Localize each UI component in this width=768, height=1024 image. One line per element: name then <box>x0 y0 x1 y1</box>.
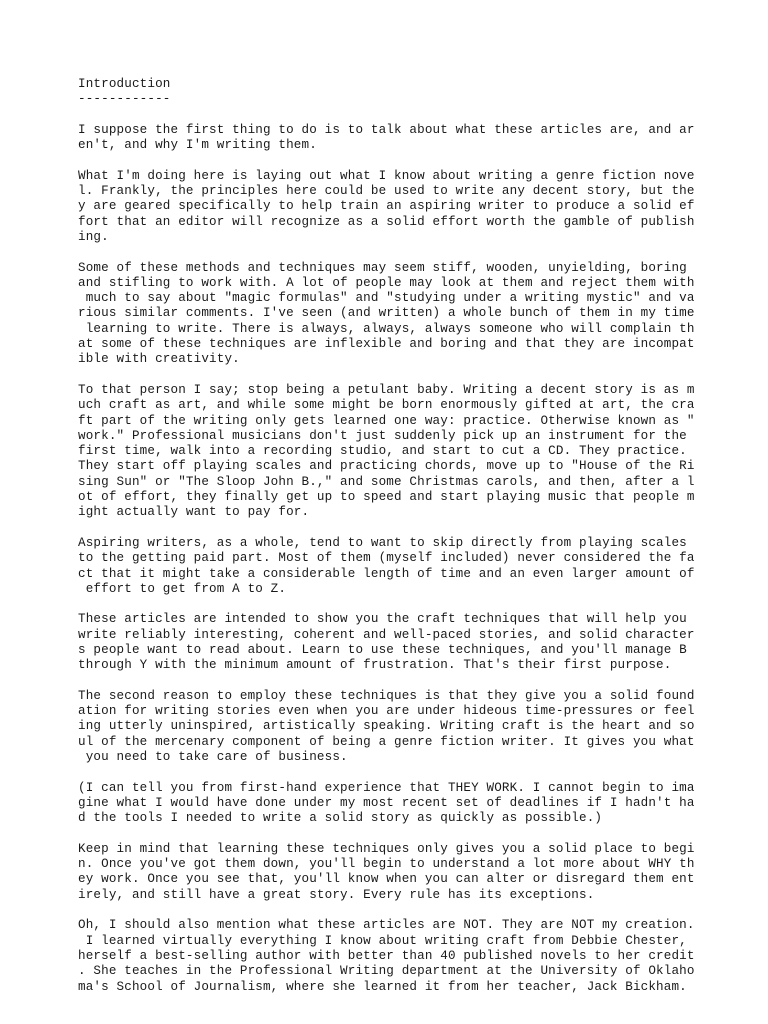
text-line: ation for writing stories even when you are under hideous time-pressures or feel <box>78 704 695 719</box>
paragraph <box>78 842 758 903</box>
text-line: These articles are intended to show you the craft techniques that will help you <box>78 612 687 627</box>
paragraph <box>78 536 758 597</box>
text-line: much to say about "magic formulas" and "studying under a writing mystic" and va <box>78 291 695 306</box>
paragraph <box>78 612 758 673</box>
text-line: I suppose the first thing to do is to talk about what these articles are, and ar <box>78 122 695 137</box>
text-line: ing utterly uninspired, artistically speaking. Writing craft is the heart and so <box>78 719 695 734</box>
text-line: They start off playing scales and practicing chords, move up to "House of the Ri <box>78 459 695 474</box>
text-line: s people want to read about. Learn to use these techniques, and you'll manage B <box>78 642 687 657</box>
paragraph <box>78 383 758 521</box>
text-line: ight actually want to pay for. <box>78 505 310 520</box>
text-line: you need to take care of business. <box>78 750 348 765</box>
text-line: I learned virtually everything I know about writing craft from Debbie Chester, <box>78 933 687 948</box>
spacer <box>78 674 758 689</box>
text-line: irely, and still have a great story. Every rule has its exceptions. <box>78 887 595 902</box>
paragraph <box>78 781 758 827</box>
text-line: sing Sun" or "The Sloop John B.," and some Christmas carols, and then, after a l <box>78 474 695 489</box>
text-line: write reliably interesting, coherent and well-paced stories, and solid character <box>78 627 695 642</box>
text-line: first time, walk into a recording studio, and start to cut a CD. They practice. <box>78 444 687 459</box>
spacer <box>78 368 758 383</box>
heading-underline: ------------ <box>78 92 171 107</box>
body-text <box>78 123 758 995</box>
paragraph <box>78 123 758 154</box>
text-line: ul of the mercenary component of being a genre fiction writer. It gives you what <box>78 734 695 749</box>
text-line: fort that an editor will recognize as a solid effort worth the gamble of publish <box>78 214 695 229</box>
document-page <box>78 77 758 995</box>
spacer <box>78 245 758 260</box>
text-line: effort to get from A to Z. <box>78 581 287 596</box>
text-line: ible with creativity. <box>78 352 240 367</box>
spacer <box>78 765 758 780</box>
text-line: (I can tell you from first-hand experience that THEY WORK. I cannot begin to ima <box>78 780 695 795</box>
spacer <box>78 108 758 123</box>
text-line: work." Professional musicians don't just suddenly pick up an instrument for the <box>78 428 687 443</box>
text-line: rious similar comments. I've seen (and written) a whole bunch of them in my time <box>78 306 695 321</box>
section-heading: Introduction <box>78 77 171 91</box>
text-line: Aspiring writers, as a whole, tend to want to skip directly from playing scales <box>78 535 687 550</box>
text-line: ing. <box>78 229 109 244</box>
text-line: The second reason to employ these techniques is that they give you a solid found <box>78 688 695 703</box>
text-line: d the tools I needed to write a solid story as quickly as possible.) <box>78 811 603 826</box>
text-line: . She teaches in the Professional Writing department at the University of Oklaho <box>78 964 695 979</box>
spacer <box>78 521 758 536</box>
text-line: Oh, I should also mention what these articles are NOT. They are NOT my creation. <box>78 918 695 933</box>
text-line: learning to write. There is always, always, always someone who will complain th <box>78 321 695 336</box>
text-line: herself a best-selling author with better than 40 published novels to her credit <box>78 948 695 963</box>
text-line: gine what I would have done under my most recent set of deadlines if I hadn't ha <box>78 795 695 810</box>
text-line: ot of effort, they finally get up to speed and start playing music that people m <box>78 490 695 505</box>
paragraph <box>78 169 758 245</box>
text-line: Some of these methods and techniques may seem stiff, wooden, unyielding, boring <box>78 260 687 275</box>
text-line: ct that it might take a considerable length of time and an even larger amount of <box>78 566 695 581</box>
text-line: n. Once you've got them down, you'll begin to understand a lot more about WHY th <box>78 857 695 872</box>
text-line: en't, and why I'm writing them. <box>78 138 317 153</box>
text-line: To that person I say; stop being a petulant baby. Writing a decent story is as m <box>78 382 695 397</box>
paragraph <box>78 261 758 368</box>
paragraph <box>78 918 758 994</box>
text-line: l. Frankly, the principles here could be used to write any decent story, but the <box>78 184 695 199</box>
text-line: to the getting paid part. Most of them (myself included) never considered the fa <box>78 551 695 566</box>
text-line: Keep in mind that learning these techniques only gives you a solid place to begi <box>78 841 695 856</box>
spacer <box>78 597 758 612</box>
text-line: through Y with the minimum amount of frustration. That's their first purpose. <box>78 658 672 673</box>
text-line: at some of these techniques are inflexible and boring and that they are incompat <box>78 337 695 352</box>
text-line: ma's School of Journalism, where she learned it from her teacher, Jack Bickham. <box>78 979 687 994</box>
paragraph <box>78 689 758 765</box>
text-line: ft part of the writing only gets learned one way: practice. Otherwise known as " <box>78 413 695 428</box>
text-line: and stifling to work with. A lot of people may look at them and reject them with <box>78 275 695 290</box>
text-line: y are geared specifically to help train an aspiring writer to produce a solid ef <box>78 199 695 214</box>
spacer <box>78 903 758 918</box>
text-line: uch craft as art, and while some might be born enormously gifted at art, the cra <box>78 398 695 413</box>
spacer <box>78 153 758 168</box>
text-line: What I'm doing here is laying out what I know about writing a genre fiction nove <box>78 168 695 183</box>
text-line: ey work. Once you see that, you'll know when you can alter or disregard them ent <box>78 872 695 887</box>
spacer <box>78 827 758 842</box>
